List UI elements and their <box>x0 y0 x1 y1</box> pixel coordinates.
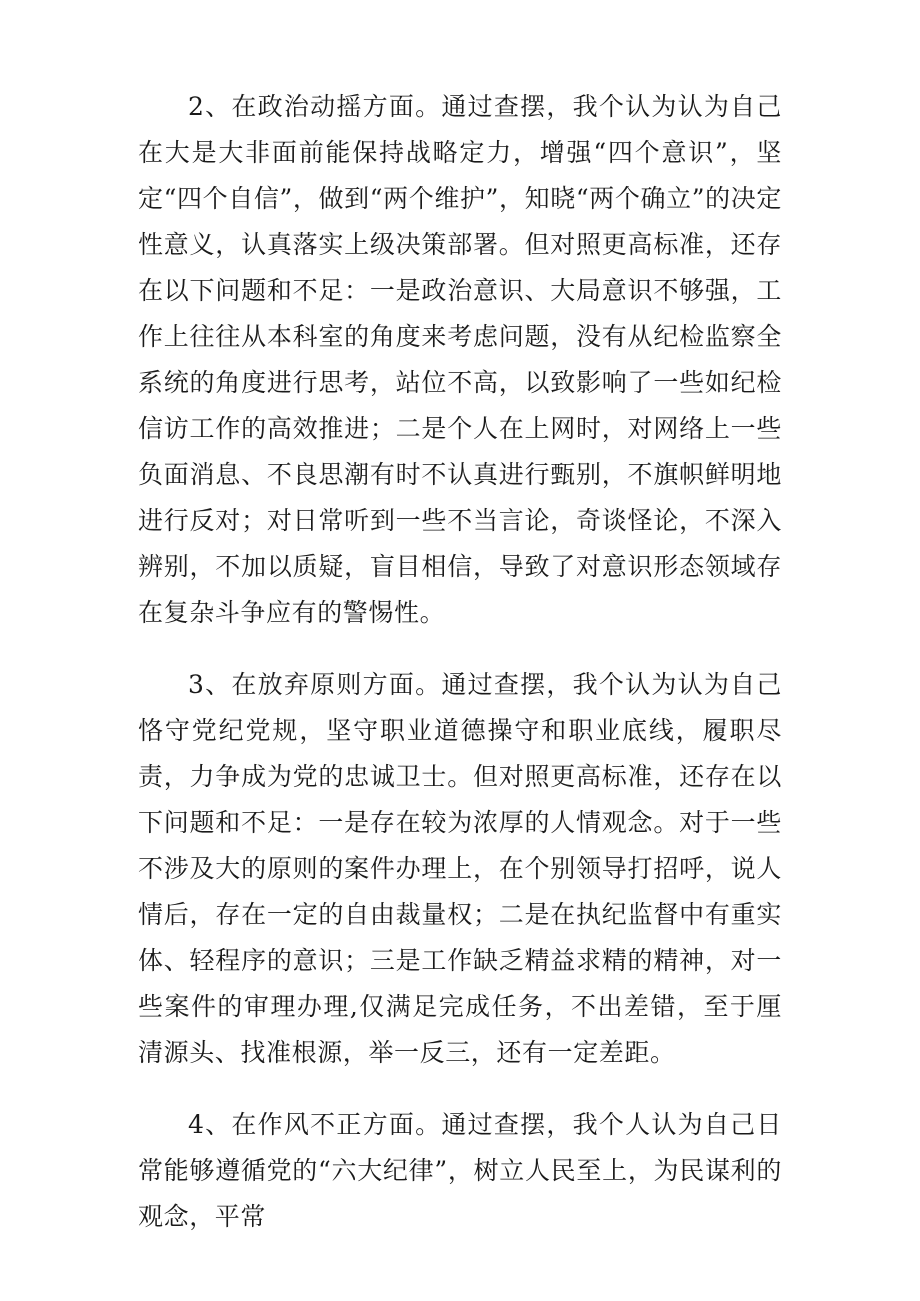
paragraph-abandoning-principles: 3、在放弃原则方面。通过查摆，我个认为认为自己恪守党纪党规，坚守职业道德操守和职业底线，履职尽责，力争成为党的忠诚卫士。但对照更高标准，还存在以下问题和不足：一是存在较为浓厚的人情观念。对于一些不涉及大的原则的案件办理上，在个别领导打招呼，说人情后，存在一定的自由裁量权；二是在执纪监督中有重实体、轻程序的意识；三是工作缺乏精益求精的精神，对一些案件的审理办理,仅满足完成任务，不出差错，至于厘清源头、找准根源，举一反三，还有一定差距。 <box>138 670 782 1067</box>
paragraph-improper-conduct: 4、在作风不正方面。通过查摆，我个人认为自己日常能够遵循党的“六大纪律”，树立人民至上，为民谋利的观念，平常 <box>138 1110 782 1231</box>
paragraph-political-wavering: 2、在政治动摇方面。通过查摆，我个认为认为自己在大是大非面前能保持战略定力，增强“四个意识”，坚定“四个自信”，做到“两个维护”，知晓“两个确立”的决定性意义，认真落实上级决策部署。但对照更高标准，还存在以下问题和不足：一是政治意识、大局意识不够强，工作上往往从本科室的角度来考虑问题，没有从纪检监察全系统的角度进行思考，站位不高，以致影响了一些如纪检信访工作的高效推进；二是个人在上网时，对网络上一些负面消息、不良思潮有时不认真进行甄别，不旗帜鲜明地进行反对；对日常听到一些不当言论，奇谈怪论，不深入辨别，不加以质疑，盲目相信，导致了对意识形态领域存在复杂斗争应有的警惕性。 <box>138 92 782 627</box>
